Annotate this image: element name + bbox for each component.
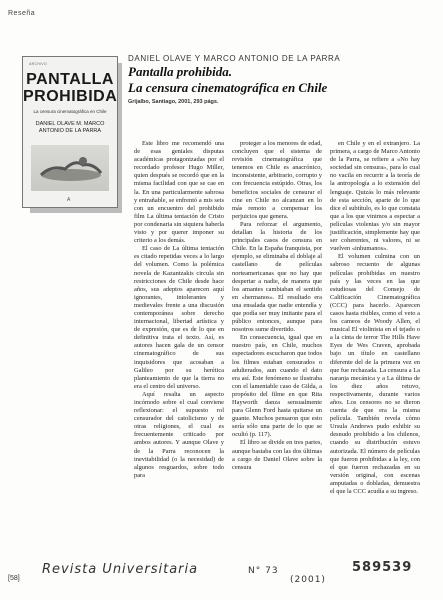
- book-cover: [22, 56, 118, 208]
- handwritten-year: (2001): [290, 575, 326, 585]
- paragraph: En consecuencia, igual que en nuestro país, en Chile, muchos espectadores escucharon que todos los filmes estaban censurados o adulterados, aun cuando el dato era así. Este fenómeno se ilustraba con el lamentable caso de Gilda, a propósito del filme en que Rita Hayworth danza sensualmente para Glenn Ford hasta quitarse un guante. Muchos pensaron que esto sería sólo una parte de lo que se ocultó (p. 117).: [232, 334, 322, 439]
- paragraph: El caso de La última tentación es citado repetidas veces a lo largo del volumen. Como la polémica novela de Kazantzakis circula sin restricciones de Chile desde hace años, sus adeptos aparecen aquí ignorantes, intolerantes y medievales frente a una discusión contemporánea sobre derecho internacional, libertad artística y de expresión, que es de lo que en definitiva trata el texto. Así, es autores hacen gala de un censor cinematográfico de sus inquisidores que acosaban a Galileo por su herética planteamiento de que la tierra no era el centro del universo.: [134, 245, 224, 390]
- review-header: [128, 54, 428, 105]
- book-subtitle: La censura cinematográfica en Chile: [33, 109, 107, 114]
- review-subtitle: La censura cinematográfica en Chile: [128, 80, 328, 95]
- paragraph: El volumen culmina con un sabroso recuento de algunas películas prohibidas en nuestro país y las veces en las que estudiosas del Consejo de Calificación Cinematográfica (CCC) para hacerlo. Aparecen casos hasta risibles, como el veto a los cameos de Woody Allen, el musical El violinista en el tejado o a la cinta de terror The Hills Have Eyes de Wes Craven, aprobada bajo un título en castellano diferente del de la primera vez en que fue rechazada. La censura a La naranja mecánica y a La última de los diez años retuvo, respectivamente, durante varios años. Los censores no se dieron cuenta de que era la misma película. También revela cómo Ursula Andrews pudo exhibir su desnudo prohibido a los chilenos, cuando su distribución estuvo autorizada. El número de películas que fueron prohibidas a la ley, con el que fueron rechazadas en su versión original, con escenas amputadas o dobladas, demuestra el que la CCC acudía a su ingreso.: [330, 253, 420, 496]
- text-column-2: [232, 140, 322, 472]
- paragraph: Para reforzar el argumento, detallan la historia de los principales casos de censura en Chile. En la España franquista, por ejemplo, se eliminaba el doblaje al castellano de películas norteamericanas que no hay que despertar a nadie, de manera que los amantes cambiaban el sentido en «hermanos». El resultado era una ensalada que nadie entendía y que podía ser muy imitante para el público entonces, aunque para nosotros sume divertido.: [232, 220, 322, 334]
- text-column-1: [134, 140, 224, 480]
- publication-info: Grijalbo, Santiago, 2001, 293 págs.: [128, 99, 219, 105]
- book-cover-photo: [31, 145, 109, 191]
- reclining-figure-image: [31, 145, 111, 191]
- book-title: PANTALLA PROHIBIDA: [23, 71, 118, 105]
- paragraph: Este libro me recomendó una de esas geniales disputas académicas protagonizadas por el recordado profesor Hugo Miller, quien después se recordó que en la misma facilidad con que se cae en la. En una particularmente sabrosa y entrañable, se enfrentó a mis seis con un encuentro del prohibido film La última tentación de Cristo por condenaria sin siquiera haberla visto y por querer imponer su criterio a los demás.: [134, 140, 224, 245]
- text-column-3: [330, 140, 420, 496]
- paragraph: en Chile y en el extranjero. La primera, a cargo de Marco Antonio de la Parra, se refiere a «No hay sociedad sin censura», para lo cual no vacila en recurrir a la teoría de la antropología a lo extensión del lenguaje. Quizás lo más relevante de esta sección, aparte de lo que dice el subtítulo, es lo que constata que a los que vinimos a espectar a películas violentas y/o sin mayor justificación, simplemente hay que ser coherentes, ni valores, ni se vuelven «inhumanos».: [330, 140, 420, 253]
- page-number: [58]: [8, 575, 20, 582]
- section-label: Reseña: [8, 10, 36, 17]
- handwritten-journal: Revista Universitaria: [42, 562, 199, 577]
- publisher-logo: A: [67, 197, 71, 203]
- review-title: Pantalla prohibida.: [128, 64, 233, 79]
- paragraph: proteger a los menores de edad, concluyen que el sistema de revisión cinematográfica que tenemos en Chile es anacrónico, inconsistente, arbitrario, corrupto y con frecuencia estúpido. Otras, los beneficios sociales de censurar el cine en Chile no alcanzan en lo más remoto a compensar los perjuicios que genera.: [232, 140, 322, 220]
- paragraph: Aquí resalta un aspecto incómodo sobre el cual conviene reflexionar: el supuesto rol censurador del catolicismo y de otras religiones, el cual es frecuentemente criticado por ambos autores. Y aunque Olave y de la Parra reconocen la inevitabilidad (o la necesidad) de algunos resguardos, sobre todo para: [134, 390, 224, 479]
- review-authors: DANIEL OLAVE Y MARCO ANTONIO DE LA PARRA: [128, 54, 341, 63]
- book-authors: DANIEL OLAVE M. MARCO ANTONIO DE LA PARRA: [35, 121, 105, 134]
- handwritten-number: N° 73: [248, 566, 279, 576]
- handwritten-code: 589539: [352, 560, 413, 575]
- paragraph: El libro se divide en tres partes, aunque bastaba con las dos últimas a cargo de Daniel Olave sobre la censura: [232, 439, 322, 471]
- book-publisher-top: ARCHIVO: [29, 62, 48, 66]
